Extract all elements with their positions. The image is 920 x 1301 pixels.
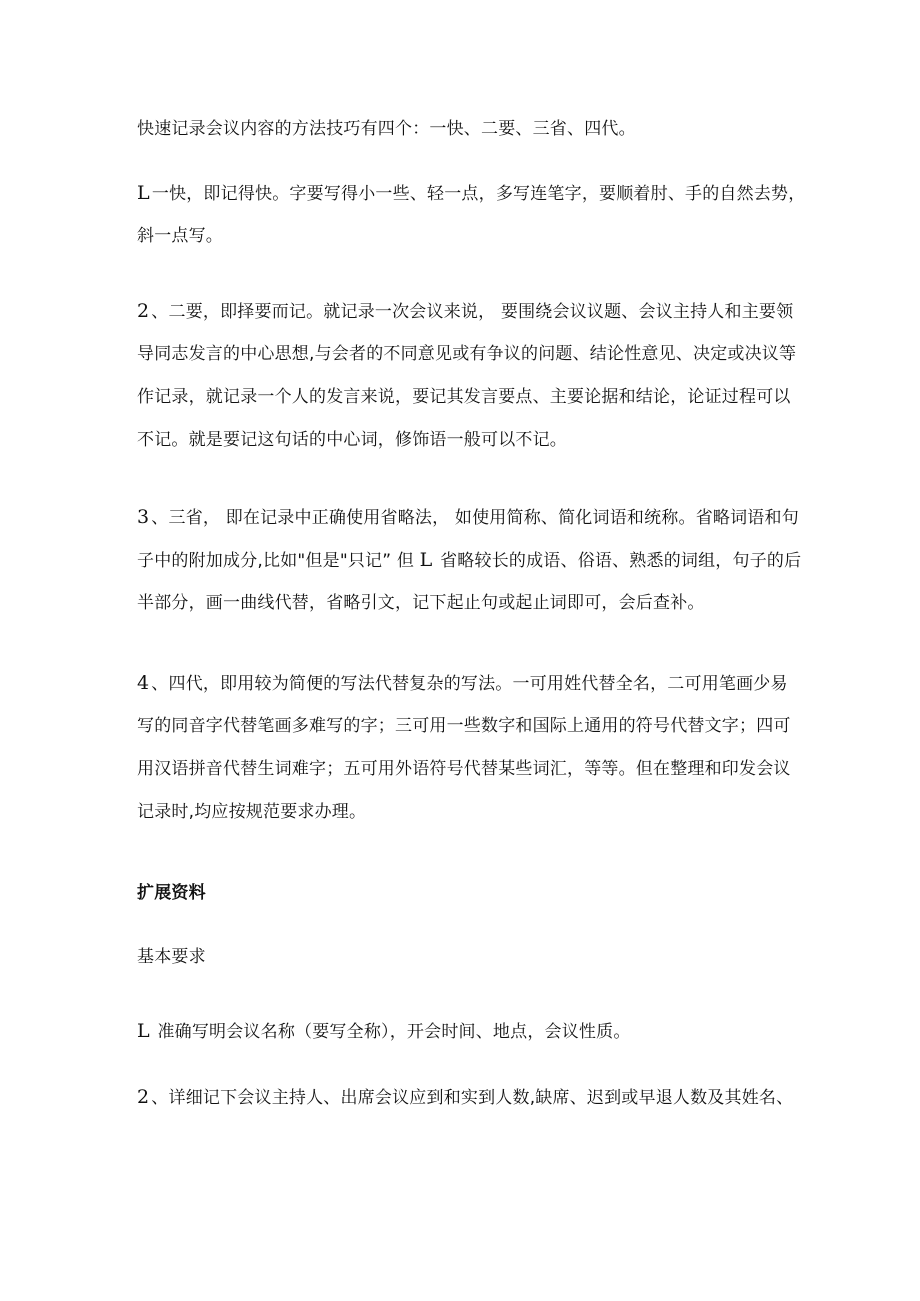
item-2-line-1: 2 、二要，即择要而记。就记录一次会议来说， 要围绕会议议题、会议主持人和主要领 xyxy=(137,300,794,322)
item-4-paragraph xyxy=(137,662,807,834)
requirement-2: 2 、详细记下会议主持人、出席会议应到和实到人数,缺席、迟到或早退人数及其姓名、 xyxy=(137,1086,794,1108)
item-2-line-2: 导同志发言的中心思想,与会者的不同意见或有争议的问题、结论性意见、决定或决议等 xyxy=(137,344,797,364)
item-4-line-2: 写的同音字代替笔画多难写的字；三可用一些数字和国际上通用的符号代替文字；四可 xyxy=(137,716,791,736)
item-1-line-1: L 一快，即记得快。字要写得小一些、轻一点，多写连笔字，要顺着肘、手的自然去势， xyxy=(137,182,806,204)
item-3-line-3: 半部分，画一曲线代替，省略引文，记下起止句或起止词即可，会后查补。 xyxy=(137,593,705,613)
intro-paragraph xyxy=(137,108,807,151)
item-4-line-4: 记录时,均应按规范要求办理。 xyxy=(137,802,367,822)
item-3-number: 3 xyxy=(137,506,150,528)
intro-line: 快速记录会议内容的方法技巧有四个：一快、二要、三省、四代。 xyxy=(137,119,636,139)
item-3-paragraph xyxy=(137,496,807,625)
item-4-line-3: 用汉语拼音代替生词难字；五可用外语符号代替某些词汇，等等。但在整理和印发会议 xyxy=(137,759,791,779)
item-3-line-2: 子中的附加成分,比如"但是"只记” 但 L 省略较长的成语、俗语、熟悉的词组，句子的后 xyxy=(137,549,802,571)
requirement-1: L 准确写明会议名称（要写全称），开会时间、地点，会议性质。 xyxy=(137,1020,631,1042)
item-1-number: L xyxy=(137,182,150,204)
item-1-line-2: 斜一点写。 xyxy=(137,226,223,246)
item-1-paragraph xyxy=(137,172,807,258)
requirement-2-number: 2 xyxy=(137,1086,150,1108)
item-4-line-1: 4 、四代，即用较为简便的写法代替复杂的写法。一可用姓代替全名，二可用笔画少易 xyxy=(137,672,788,694)
requirement-1-number: L xyxy=(137,1020,150,1042)
extended-heading: 扩展资料 xyxy=(137,883,206,903)
item-2-paragraph xyxy=(137,290,807,462)
item-3-inline-number: L xyxy=(419,549,433,571)
item-2-line-4: 不记。就是要记这句话的中心词，修饰语一般可以不记。 xyxy=(137,430,567,450)
item-2-line-3: 作记录，就记录一个人的发言来说，要记其发言要点、主要论据和结论，论证过程可以 xyxy=(137,387,791,407)
item-4-number: 4 xyxy=(137,672,150,694)
item-2-number: 2 xyxy=(137,300,150,322)
basic-requirements-heading: 基本要求 xyxy=(137,947,206,967)
item-3-line-1: 3 、三省， 即在记录中正确使用省略法， 如使用简称、简化词语和统称。省略词语和句 xyxy=(137,506,799,528)
